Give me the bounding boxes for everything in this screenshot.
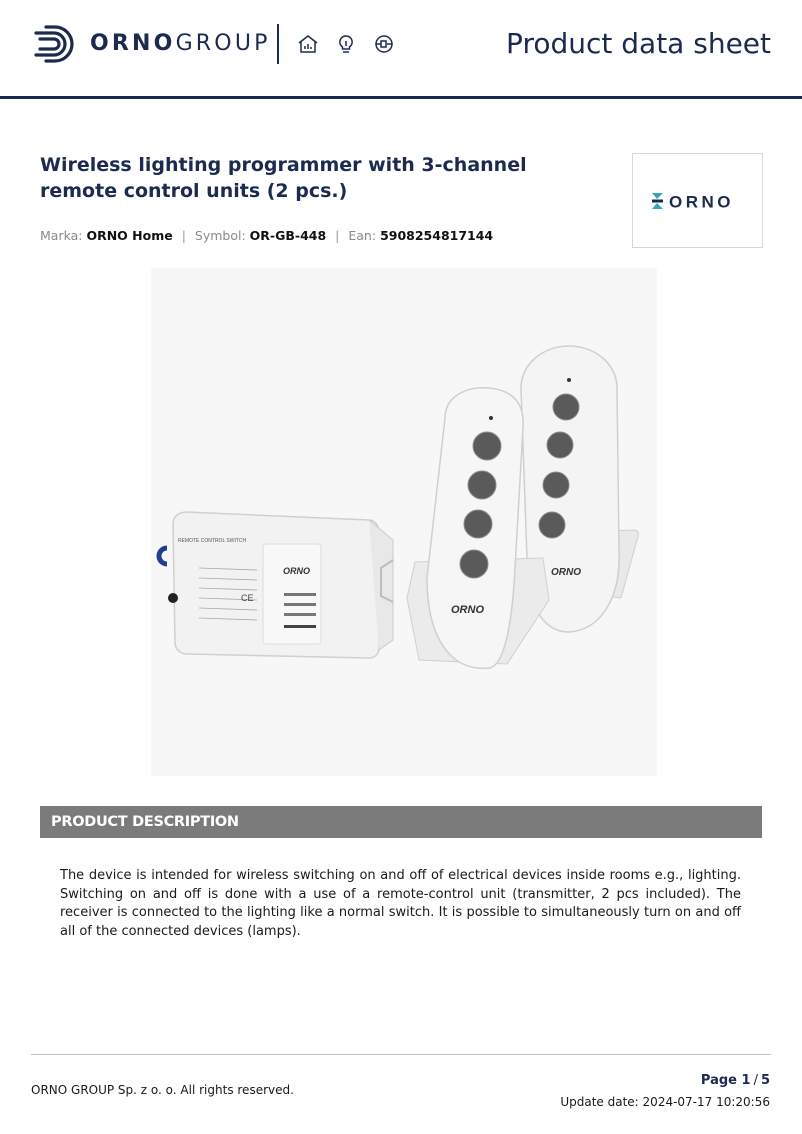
orno-brand-logo bbox=[651, 192, 745, 210]
ce-mark: CE bbox=[241, 593, 254, 603]
header-rule bbox=[0, 96, 802, 99]
brand-label: Marka: bbox=[40, 228, 83, 243]
brand-logo-box bbox=[632, 153, 763, 248]
receiver-unit bbox=[159, 512, 393, 658]
page-header bbox=[0, 0, 802, 97]
product-image bbox=[151, 268, 657, 776]
remote-front-logo-text: ORNO bbox=[451, 604, 484, 616]
update-label: Update date: bbox=[560, 1095, 639, 1109]
receiver-logo-text: ORNO bbox=[283, 566, 310, 576]
page-number bbox=[701, 1072, 770, 1090]
section-title: PRODUCT DESCRIPTION bbox=[51, 814, 239, 830]
page-separator: / bbox=[753, 1073, 758, 1088]
meta-separator: | bbox=[181, 228, 186, 243]
symbol-value: OR-GB-448 bbox=[249, 228, 327, 243]
copyright-text: ORNO GROUP Sp. z o. o. All rights reserved. bbox=[31, 1083, 294, 1097]
product-description-text: The device is intended for wireless switching on and off of electrical devices inside rooms e.g., lighting. Switching on and off is done with a use of a remote-control unit (transmitter, 2 pcs included). The receiver is connected to the lighting like a normal switch. It is possible to simultaneously turn on and off all of the connected devices (lamps). bbox=[60, 868, 741, 939]
ean-label: Ean: bbox=[348, 228, 377, 243]
page-total: 5 bbox=[760, 1073, 770, 1088]
company-logo-text bbox=[90, 32, 271, 56]
ornogroup-logo-icon bbox=[34, 24, 76, 64]
product-description-header bbox=[40, 806, 762, 838]
lightbulb-icon bbox=[334, 32, 358, 56]
brand-logo-text: ORNO bbox=[669, 192, 734, 210]
ean-value: 5908254817144 bbox=[380, 228, 494, 243]
page-current: 1 bbox=[741, 1073, 751, 1088]
brand-value: ORNO Home bbox=[86, 228, 173, 243]
footer-rule bbox=[31, 1054, 771, 1055]
smart-home-icon bbox=[296, 32, 320, 56]
product-illustration bbox=[151, 268, 657, 776]
receiver-header-text: REMOTE CONTROL SWITCH bbox=[178, 538, 247, 544]
remote-back-logo-text: ORNO bbox=[551, 567, 581, 578]
product-meta bbox=[40, 228, 493, 244]
product-title: Wireless lighting programmer with 3-channel remote control units (2 pcs.) bbox=[40, 154, 527, 202]
page-label: Page bbox=[700, 1073, 737, 1088]
document-title: Product data sheet bbox=[506, 27, 771, 60]
meta-separator: | bbox=[335, 228, 340, 243]
update-date bbox=[560, 1094, 770, 1110]
logo-light-text: GROUP bbox=[175, 31, 271, 56]
header-divider bbox=[277, 24, 279, 64]
update-value: 2024-07-17 10:20:56 bbox=[642, 1095, 770, 1109]
plug-icon bbox=[372, 32, 396, 56]
symbol-label: Symbol: bbox=[194, 228, 246, 243]
logo-bold-text: ORNO bbox=[90, 31, 176, 56]
